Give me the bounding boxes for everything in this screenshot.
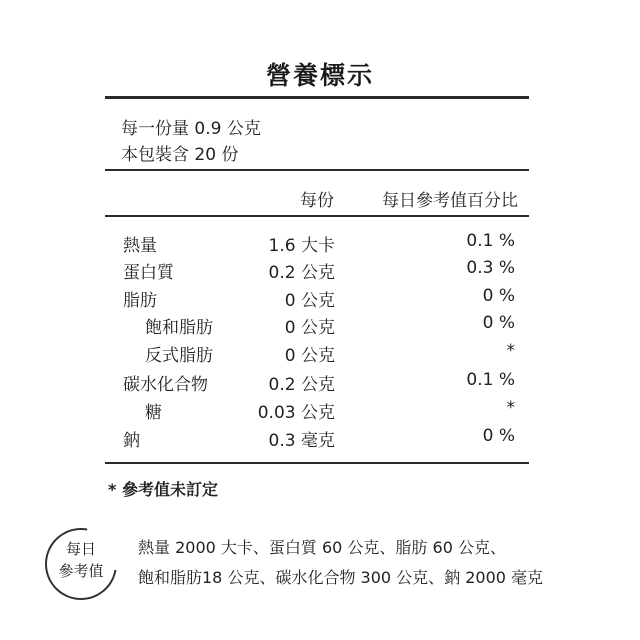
nutrient-name: 飽和脂肪 (145, 318, 213, 338)
nutrient-row-trans-fat (105, 341, 529, 367)
nutrient-dv: 0 % (482, 426, 515, 446)
badge-line-1: 每日 (65, 540, 96, 558)
nutrient-row-calories (105, 231, 529, 257)
nutrient-name: 反式脂肪 (145, 346, 213, 366)
daily-reference-badge (45, 538, 117, 582)
nutrient-name: 鈉 (123, 431, 140, 451)
nutrient-name: 脂肪 (123, 291, 157, 311)
servings-per-package: 本包裝含 20 份 (121, 145, 239, 165)
reference-line-2: 飽和脂肪18 公克、碳水化合物 300 公克、鈉 2000 毫克 (138, 568, 544, 587)
nutrient-per-serving: 0.03 公克 (257, 403, 335, 423)
nutrient-per-serving: 0.2 公克 (268, 375, 335, 395)
divider-header (105, 215, 529, 217)
nutrient-row-saturated-fat (105, 313, 529, 339)
nutrient-dv: 0 % (482, 313, 515, 333)
footnote: * 參考值未訂定 (108, 480, 218, 499)
divider-bottom (105, 462, 529, 464)
nutrient-per-serving: 0 公克 (284, 318, 335, 338)
reference-line-1: 熱量 2000 大卡、蛋白質 60 公克、脂肪 60 公克、 (138, 538, 506, 557)
divider-serving (105, 169, 529, 171)
nutrient-dv: 0.3 % (466, 258, 515, 278)
label-title: 營養標示 (265, 61, 374, 90)
nutrient-row-protein (105, 258, 529, 284)
nutrient-per-serving: 0 公克 (284, 346, 335, 366)
nutrient-per-serving: 1.6 大卡 (268, 236, 335, 256)
nutrient-row-fat (105, 286, 529, 312)
nutrient-row-sodium (105, 426, 529, 452)
nutrient-per-serving: 0.3 毫克 (268, 431, 335, 451)
nutrient-name: 蛋白質 (123, 263, 174, 283)
nutrient-name: 糖 (145, 403, 162, 423)
nutrient-dv: * (506, 341, 515, 361)
nutrient-row-sugar (105, 398, 529, 424)
nutrient-dv: * (506, 398, 515, 418)
header-per-serving: 每份 (300, 191, 334, 211)
nutrient-row-carbohydrate (105, 370, 529, 396)
nutrient-dv: 0.1 % (466, 370, 515, 390)
nutrient-per-serving: 0.2 公克 (268, 263, 335, 283)
badge-line-2: 參考值 (58, 562, 104, 580)
nutrient-dv: 0.1 % (466, 231, 515, 251)
serving-size: 每一份量 0.9 公克 (121, 119, 261, 139)
divider-top (105, 96, 529, 99)
nutrient-name: 熱量 (123, 236, 157, 256)
nutrient-per-serving: 0 公克 (284, 291, 335, 311)
nutrient-dv: 0 % (482, 286, 515, 306)
header-dv-percent: 每日參考值百分比 (382, 191, 518, 211)
nutrient-name: 碳水化合物 (123, 375, 208, 395)
